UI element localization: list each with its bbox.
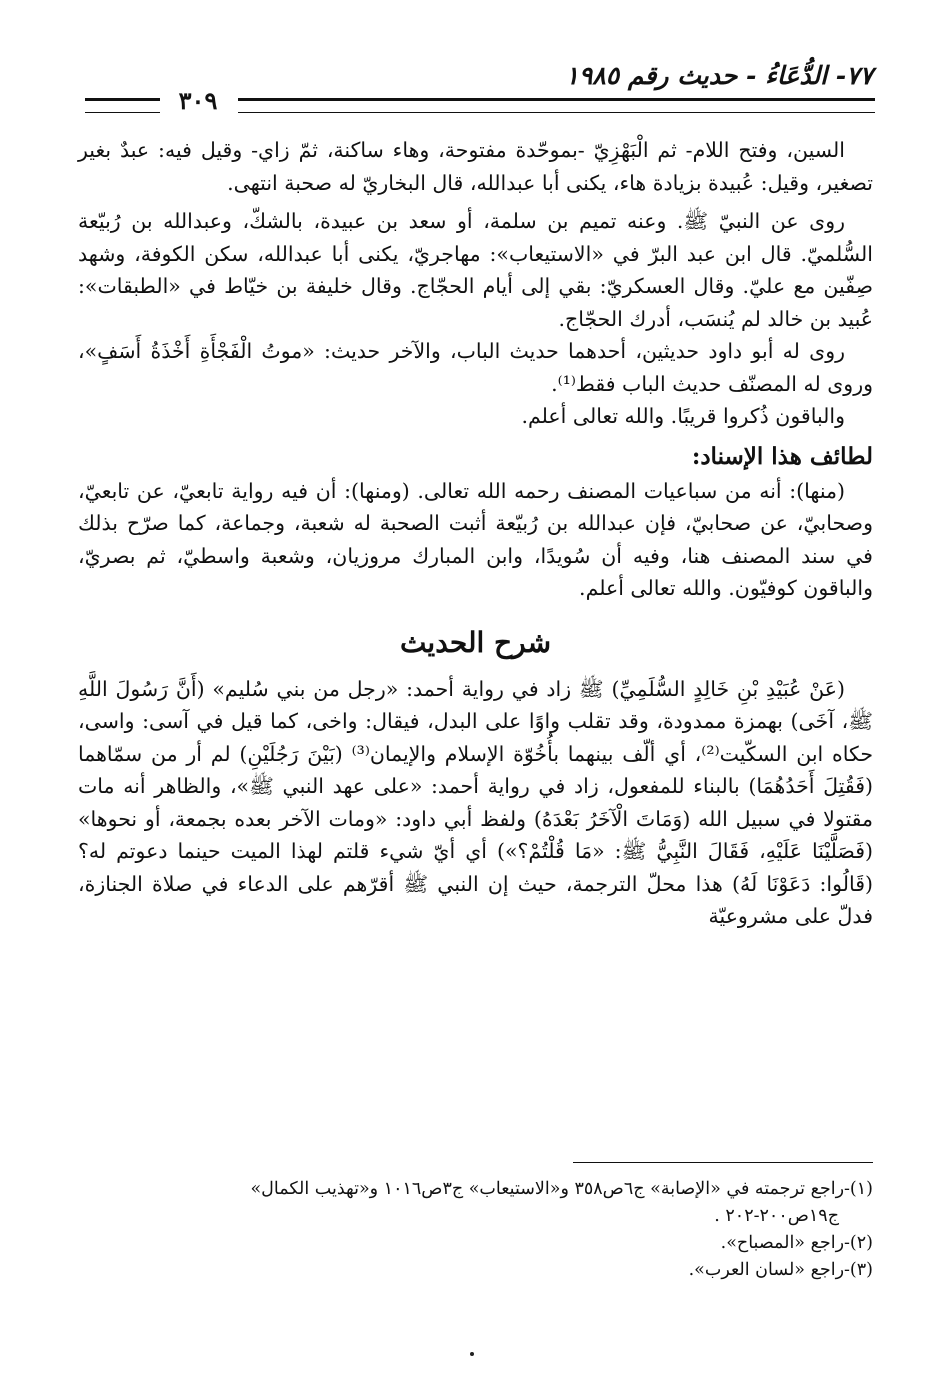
running-head: ٧٧- الدُّعَاءُ - حديث رقم ١٩٨٥ — [565, 61, 873, 90]
footnote-2: (٢)-راجع «المصباح». — [720, 1233, 873, 1253]
page-number: ٣٠٩ — [178, 86, 218, 115]
footnote-divider — [573, 1162, 873, 1163]
section-heading-sharh: شرح الحديث — [399, 625, 552, 659]
header-rule-short — [85, 98, 160, 113]
main-text — [78, 134, 873, 933]
paragraph-lataif: (منها): أنه من سباعيات المصنف رحمه الله تعالى. (ومنها): أن فيه رواية تابعيّ، عن تابعيّ، وصحابيّ، عن صحابيّ، فإن عبدالله بن رُبيّعة أثبت الصحبة له شعبة، وجماعة، كما صرّح بذلك في سند المصنف هنا، وفيه أن سُويدًا، وابن المبارك مروزيان، وشعبة واسطيّ، ثم بصريّ، والباقون كوفيّون. والله تعالى أعلم. — [78, 478, 873, 600]
paragraph-closing: والباقون ذُكروا قريبًا. والله تعالى أعلم. — [521, 404, 845, 428]
header-rule — [238, 98, 875, 113]
paragraph-narrator-bio: روى عن النبيّ ﷺ. وعنه تميم بن سلمة، أو سعد بن عبيدة، بالشكّ، وعبدالله بن رُبيّعة السُّلميّ. قال ابن عبد البرّ في «الاستيعاب»: مهاجريّ، يكنى أبا عبدالله، سكن الكوفة، وشهد صِفّين مع عليّ. وقال العسكريّ: بقي إلى أيام الحجّاج. وقال خليفة بن خيّاط في «الطبقات»: عُبيد بن خالد لم يُنسَب، أدرك الحجّاج. — [78, 209, 873, 331]
footnote-3: (٣)-راجع «لسان العرب». — [688, 1260, 873, 1280]
section-heading-lataif: لطائف هذا الإسناد: — [691, 442, 873, 470]
footnote-1-continuation: ج١٩ص٢٠٠-٢٠٢ . — [714, 1206, 839, 1226]
paragraph-narrations: روى له أبو داود حديثين، أحدهما حديث الباب، والآخر حديث: «موتُ الْفَجْأَةِ أَخْذَةُ أَسَفٍ»، وروى له المصنّف حديث الباب فقط⁽¹⁾. — [78, 339, 873, 396]
footnotes — [78, 1176, 873, 1284]
paragraph-narrator-continuation: السين، وفتح اللام- ثم الْبَهْزِيّ -بموحّدة مفتوحة، وهاء ساكنة، ثمّ زاي- وقيل فيه: عبدٌ بغير تصغير، وقيل: عُبيدة بزيادة هاء، يكنى أبا عبدالله، قال البخاريّ له صحبة انتهى. — [78, 138, 873, 195]
paragraph-sharh: (عَنْ عُبَيْدِ بْنِ خَالِدٍ السُّلَمِيِّ) ﷺ زاد في رواية أحمد: «رجل من بني سُليم» (أَنَّ رَسُولَ اللَّهِ ﷺ، آخَى) بهمزة ممدودة، وقد تقلب واوًا على البدل، فيقال: واخى، كما قيل في آسى: واسى، حكاه ابن السكّيت⁽²⁾، أي ألّف بينهما بأُخُوّة الإسلام والإيمان⁽³⁾ (بَيْنَ رَجُلَيْنِ) لم أر من سمّاهما (فَقُتِلَ أَحَدُهُمَا) بالبناء للمفعول، زاد في رواية أحمد: «على عهد النبي ﷺ»، والظاهر أنه مات مقتولا في سبيل الله (وَمَاتَ الْآخَرُ بَعْدَهُ) ولفظ أبي داود: «ومات الآخر بعده بجمعة، أو نحوها» (فَصَلَّيْنَا عَلَيْهِ، فَقَالَ النَّبِيُّ ﷺ: «مَا قُلْتُمْ؟») أي أيّ شيء قلتم لهذا الميت حينما دعوتم له؟ (قَالُوا: دَعَوْنَا لَهُ) هذا محلّ الترجمة، حيث إن النبي ﷺ أقرّهم على الدعاء في صلاة الجنازة، فدلّ على مشروعيّة — [78, 676, 874, 928]
page-speck — [470, 1352, 474, 1356]
footnote-1: (١)-راجع ترجمته في «الإصابة» ج٦ص٣٥٨ و«الاستيعاب» ج٣ص١٠١٦ و«تهذيب الكمال» — [250, 1179, 873, 1199]
